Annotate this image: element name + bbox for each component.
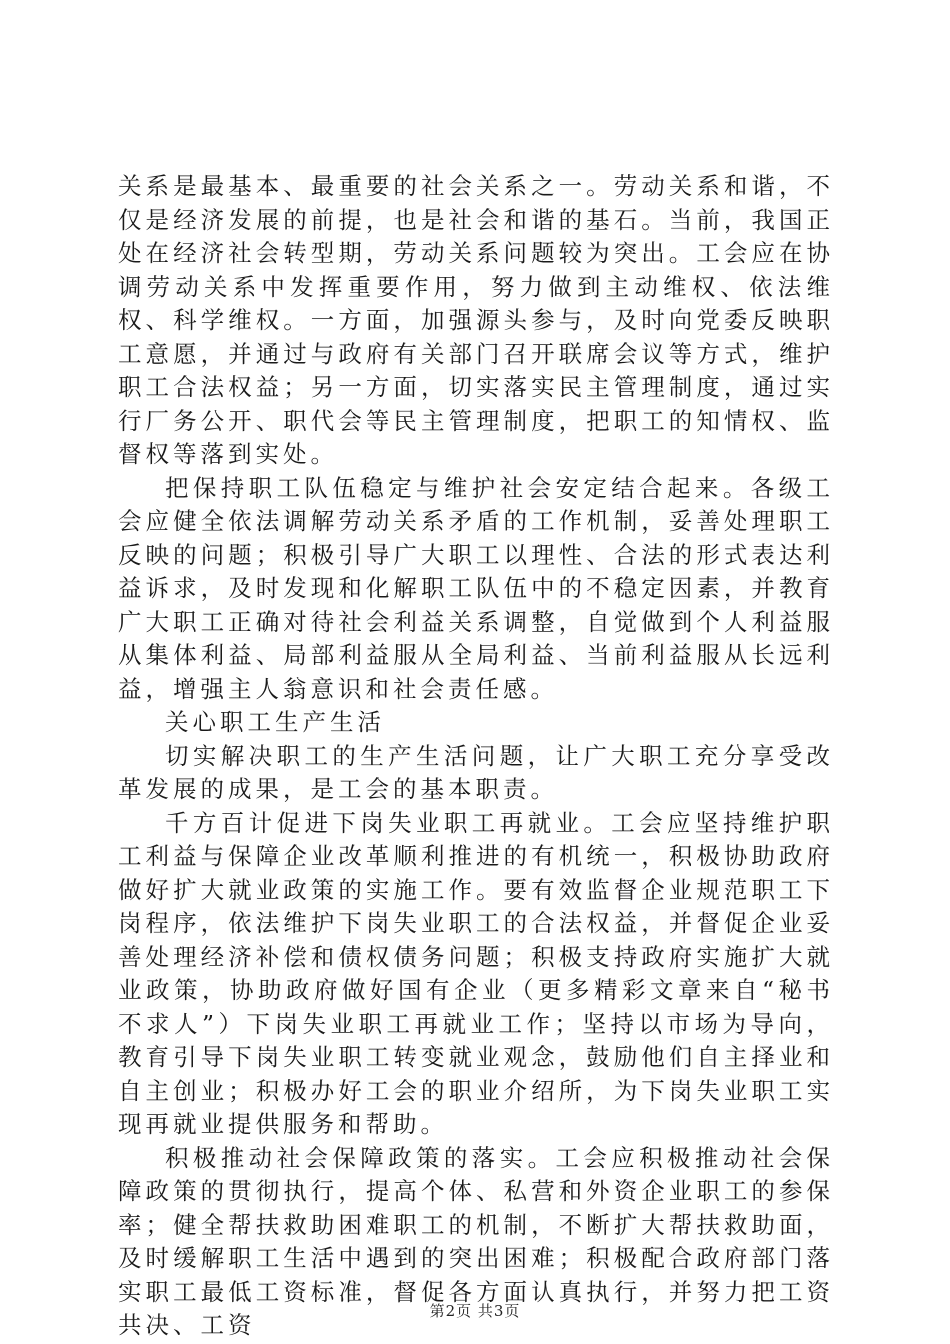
page-footer: 第2页 共3页 [429,1302,521,1320]
paragraph-4: 千方百计促进下岗失业职工再就业。工会应坚持维护职工利益与保障企业改革顺利推进的有机统一，积极协助政府做好扩大就业政策的实施工作。要有效监督企业规范职工下岗程序，依法维护下岗失业职工的合法权益，并督促企业妥善处理经济补偿和债权债务问题；积极支持政府实施扩大就业政策，协助政府做好国有企业（更多精彩文章来自“秘书不求人”）下岗失业职工再就业工作；坚持以市场为导向，教育引导下岗失业职工转变就业观念，鼓励他们自主择业和自主创业；积极办好工会的职业介绍所，为下岗失业职工实现再就业提供服务和帮助。 [118,808,834,1138]
paragraph-5: 积极推动社会保障政策的落实。工会应积极推动社会保障政策的贯彻执行，提高个体、私营和外资企业职工的参保率；健全帮扶救助困难职工的机制，不断扩大帮扶救助面，及时缓解职工生活中遇到的突出困难；积极配合政府部门落实职工最低工资标准，督促各方面认真执行，并努力把工资共决、工资 [118,1143,834,1339]
body-text [118,170,834,1343]
section-heading: 关心职工生产生活 [165,708,385,736]
paragraph-2: 把保持职工队伍稳定与维护社会安定结合起来。各级工会应健全依法调解劳动关系矛盾的工作机制，妥善处理职工反映的问题；积极引导广大职工以理性、合法的形式表达利益诉求，及时发现和化解职工队伍中的不稳定因素，并教育广大职工正确对待社会利益关系调整，自觉做到个人利益服从集体利益、局部利益服从全局利益、当前利益服从长远利益，增强主人翁意识和社会责任感。 [118,473,834,703]
paragraph-3: 切实解决职工的生产生活问题，让广大职工充分享受改革发展的成果，是工会的基本职责。 [118,741,834,803]
paragraph-1: 关系是最基本、最重要的社会关系之一。劳动关系和谐，不仅是经济发展的前提，也是社会和谐的基石。当前，我国正处在经济社会转型期，劳动关系问题较为突出。工会应在协调劳动关系中发挥重要作用，努力做到主动维权、依法维权、科学维权。一方面，加强源头参与，及时向党委反映职工意愿，并通过与政府有关部门召开联席会议等方式，维护职工合法权益；另一方面，切实落实民主管理制度，通过实行厂务公开、职代会等民主管理制度，把职工的知情权、监督权等落到实处。 [118,172,834,468]
